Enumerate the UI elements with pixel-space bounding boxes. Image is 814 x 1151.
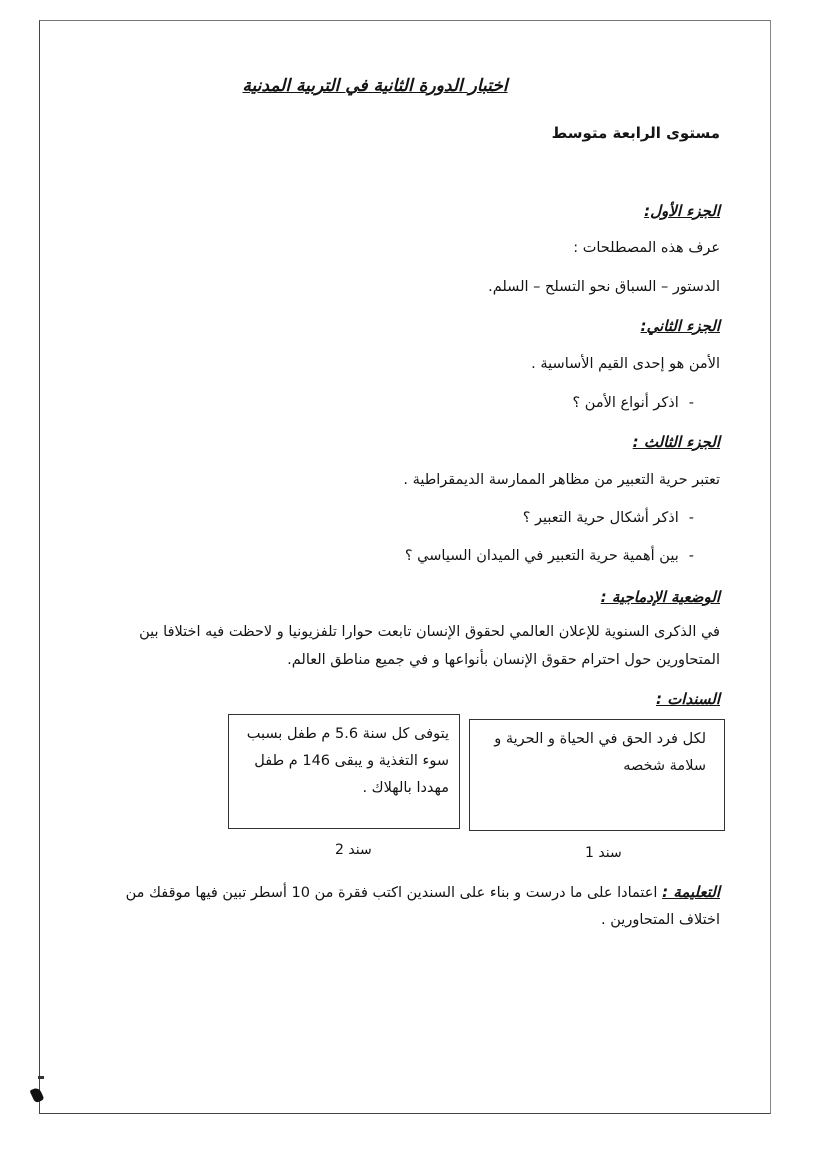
exam-title: اختبار الدورة الثانية في التربية المدنية [242,76,508,96]
document-2-box [228,714,460,829]
part3-question-1 [523,510,694,526]
part2-heading: الجزء الثاني: [640,317,720,335]
instruction-heading: التعليمة : [662,883,720,901]
document-1-text: لكل فرد الحق في الحياة و الحرية و سلامة شخصه [494,731,706,774]
part3-heading: الجزء الثالث : [632,433,720,451]
instruction-text: اعتمادا على ما درست و بناء على السندين اكتب فقرة من 10 أسطر تبين فيها موقفك من [125,885,658,901]
part3-statement: تعتبر حرية التعبير من مظاهر الممارسة الديمقراطية . [403,472,720,488]
part2-question-1 [573,395,695,411]
part1-instruction: عرف هذه المصطلحات : [573,240,720,256]
integration-line-2: المتحاورين حول احترام حقوق الإنسان بأنواعها و في جميع مناطق العالم. [287,652,720,668]
part3-question-2 [405,548,694,564]
scan-mark [38,1076,44,1079]
part2-statement: الأمن هو إحدى القيم الأساسية . [531,356,720,372]
exam-level: مستوى الرابعة متوسط [551,124,720,142]
question-text: اذكر أنواع الأمن ؟ [572,395,679,411]
integration-line-1: في الذكرى السنوية للإعلان العالمي لحقوق الإنسان تابعت حوارا تلفزيونيا و لاحظت فيه اختلافا بين [139,624,720,640]
document-2-text: يتوفى كل سنة 5.6 م طفل بسبب سوء التغذية و يبقى 146 م طفل مهددا بالهلاك . [246,726,449,796]
instruction-line-2: اختلاف المتحاورين . [601,912,720,928]
instruction-line-1 [126,883,720,901]
question-text: بين أهمية حرية التعبير في الميدان السياسي ؟ [404,548,679,564]
document-1-label: سند 1 [585,845,622,861]
question-text: اذكر أشكال حرية التعبير ؟ [522,510,679,526]
documents-heading: السندات : [655,690,720,708]
integration-heading: الوضعية الإدماجية : [600,588,720,606]
document-2-label: سند 2 [335,842,372,858]
document-1-box [469,719,725,831]
bullet-dash: - [688,548,694,564]
page-border [39,20,771,1114]
part1-terms: الدستور – السباق نحو التسلح – السلم. [488,279,720,295]
bullet-dash: - [688,510,694,526]
part1-heading: الجزء الأول: [644,202,720,220]
bullet-dash: - [688,395,694,411]
